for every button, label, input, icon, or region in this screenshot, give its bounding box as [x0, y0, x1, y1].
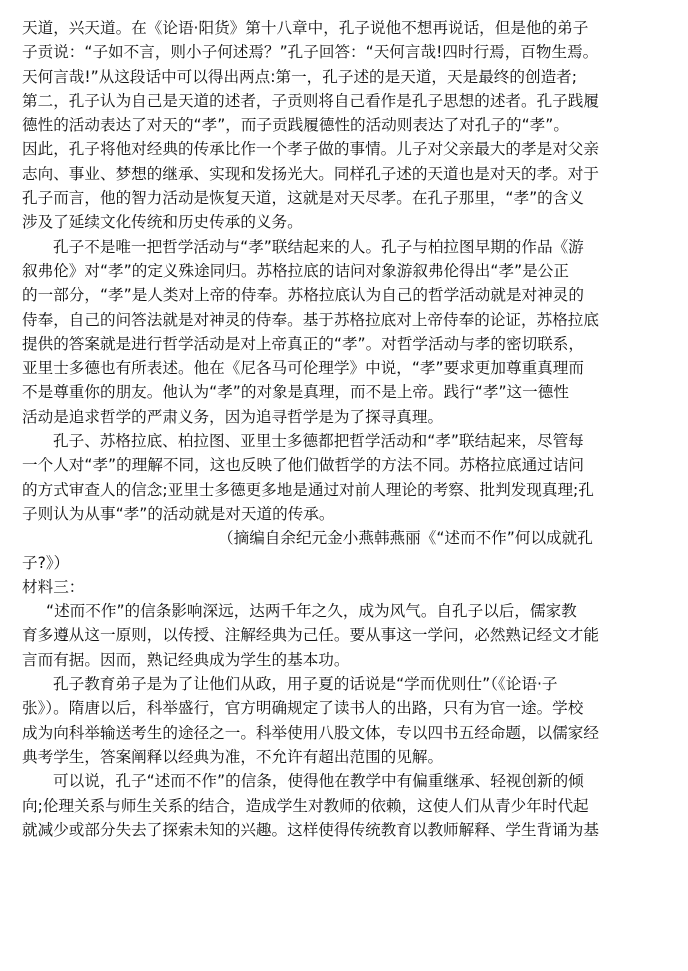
text-line: 材料三：: [22, 577, 85, 596]
text-line: 孔子教育弟子是为了让他们从政，用子夏的话说是“学而优则仕”（《论语·子: [53, 675, 558, 694]
text-line: 的方式审查人的信念;亚里士多德更多地是通过对前人理论的考察、批判发现真理;孔: [22, 480, 594, 499]
text-line: 孔子、苏格拉底、柏拉图、亚里士多德都把哲学活动和“孝”联结起来，尽管每: [53, 432, 584, 451]
text-line: 侍奉，自己的问答法就是对神灵的侍奉。基于苏格拉底对上帝侍奉的论证，苏格拉底: [22, 310, 599, 329]
text-line: 提供的答案就是进行哲学活动是对上帝真正的“孝”。对哲学活动与孝的密切联系，: [22, 334, 584, 353]
text-line: 成为向科举输送考生的途径之一。科举使用八股文体，专以四书五经命题，以儒家经: [22, 723, 599, 742]
text-line: 孔子而言，他的智力活动是恢复天道，这就是对天尽孝。在孔子那里，“孝”的含义: [22, 189, 584, 208]
text-line: 子则认为从事“孝”的活动就是对天道的传承。: [22, 504, 335, 523]
text-line: 叙弗伦》对“孝”的定义殊途同归。苏格拉底的诘问对象游叙弗伦得出“孝”是公正: [22, 261, 569, 280]
text-line: 向;伦理关系与师生关系的结合，造成学生对教师的依赖，这使人们从青少年时代起: [22, 796, 589, 815]
text-line: 天何言哉!”从这段话中可以得出两点:第一，孔子述的是天道，天是最终的创造者;: [22, 67, 578, 86]
text-line: 可以说，孔子“述而不作”的信条，使得他在教学中有偏重继承、轻视创新的倾: [53, 772, 584, 791]
text-line: 就减少或部分失去了探索未知的兴趣。这样使得传统教育以教师解释、学生背诵为基: [22, 820, 599, 839]
text-line: 一个人对“孝”的理解不同，这也反映了他们做哲学的方法不同。苏格拉底通过诘问: [22, 456, 584, 475]
text-line: 德性的活动表达了对天的“孝”，而子贡践履德性的活动则表达了对孔子的“孝”。: [22, 116, 569, 135]
text-line: 不是尊重你的朋友。他认为“孝”的对象是真理，而不是上帝。践行“孝”这一德性: [22, 383, 569, 402]
text-line: 活动是追求哲学的严肃义务，因为追寻哲学是为了探寻真理。: [22, 407, 444, 426]
text-line: 志向、事业、梦想的继承、实现和发扬光大。同样孔子述的天道也是对天的孝。对于: [22, 164, 599, 183]
text-line: 言而有据。因而，熟记经典成为学生的基本功。: [22, 650, 350, 669]
text-line: 典考学生，答案阐释以经典为准，不允许有超出范围的见解。: [22, 747, 444, 766]
text-line: 亚里士多德也有所表述。他在《尼各马可伦理学》中说，“孝”要求更加尊重真理而: [22, 359, 584, 378]
text-line: 的一部分，“孝”是人类对上帝的侍奉。苏格拉底认为自己的哲学活动就是对神灵的: [22, 286, 584, 305]
text-line: 第二，孔子认为自己是天道的述者，子贡则将自己看作是孔子思想的述者。孔子践履: [22, 91, 599, 110]
text-line: 涉及了延续文化传统和历史传承的义务。: [22, 213, 303, 232]
text-line: 子?》）: [22, 553, 70, 572]
text-line: 因此，孔子将他对经典的传承比作一个孝子做的事情。儿子对父亲最大的孝是对父亲: [22, 140, 599, 159]
text-line: “述而不作”的信条影响深远，达两千年之久，成为风气。自孔子以后，儒家教: [46, 602, 577, 621]
text-line: 张》）。隋唐以后，科举盛行，官方明确规定了读书人的出路，只有为官一途。学校: [22, 699, 584, 718]
text-line: 天道，兴天道。在《论语·阳货》第十八章中，孔子说他不想再说话，但是他的弟子: [22, 19, 589, 37]
text-line: 育多遵从这一原则，以传授、注解经典为己任。要从事这一学问，必然熟记经文才能: [22, 626, 599, 645]
text-line: （摘编自余纪元金小燕韩燕丽《“述而不作”何以成就孔: [218, 529, 593, 548]
text-line: 孔子不是唯一把哲学活动与“孝”联结起来的人。孔子与柏拉图早期的作品《游: [53, 237, 584, 256]
text-line: 子贡说：“子如不言，则小子何述焉？”孔子回答：“天何言哉!四时行焉，百物生焉。: [22, 43, 599, 62]
